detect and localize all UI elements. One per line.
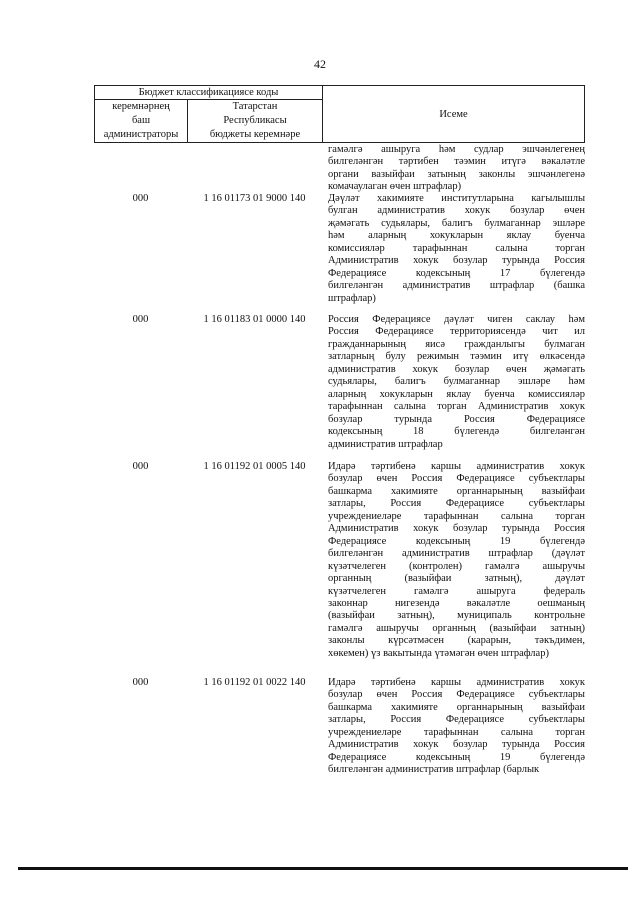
description-line: органның (вазыйфаи затның), дәүләт [328,573,585,585]
continuation-text [328,144,585,194]
description-line: булган административ хокук бозулар өчен [328,205,585,217]
description-line: аларның хокукларын яклау буенча комиссияләр [328,388,585,400]
header-line: администраторы [103,129,179,140]
description-line: затлары, Россия Федерациясе субъектлары [328,714,585,726]
description-line: Административ хокук бозулар турында Россия [328,255,585,267]
description-line: Россия Федерациясе дәүләт чиген саклау һәм [328,314,585,325]
name-header: Исеме [439,109,468,120]
revenue-description [328,677,585,777]
budget-code: 1 16 01192 01 0022 140 [203,677,306,688]
description-line: бозулар турында Россия Федерациясе [328,413,585,425]
description-line: Федерациясе кодексының 19 бүлегендә [328,751,585,763]
description-line: законлы күрсәтмәсен (карарын, тәкъдимен, [328,635,585,647]
description-line: учреждениеләре тарафыннан салына торган [328,510,585,522]
header-line: бюджеты керемнәре [209,129,301,140]
admin-code: 000 [132,677,149,688]
description-line: судьялары, балигъ булмаганнар эшләре һәм [328,376,585,388]
description-line: хөкемен) үз вакытында үтәмәгән өчен штрафлар) [328,647,549,659]
description-line: Федерациясе кодексының 19 бүлегендә [328,535,585,547]
description-line: күзәтчелеген гамәлгә ашыруга федераль [328,585,585,597]
description-line: (вазыйфаи затның), муниципаль контрольне [328,610,585,622]
description-line: билгеләнгән административ штрафлар (барлык [328,764,540,776]
revenue-description [328,193,585,305]
description-line: органи вазыйфаи затының законлы эшчәнлегенә [328,168,585,180]
description-line: Идарә тәртибенә каршы административ хокук [328,677,585,688]
budget-code: 1 16 01173 01 9000 140 [203,193,306,204]
description-line: күзәтчелеген (контролен) гамәлгә ашыручы [328,560,585,572]
description-line: билгеләнгән тәртибен тәэмин итүгә вәкаләтле [328,156,585,168]
revenue-description [328,461,585,660]
description-line: гамәлгә ашыруга һәм судлар эшчәнлегенең [328,144,585,155]
description-line: законнар нигезендә вәкаләтле оешманың [328,597,585,609]
revenue-description [328,314,585,451]
admin-code: 000 [132,193,149,204]
description-line: Дәүләт хакимияте институтларына кагылышлы [328,193,585,204]
description-line: билгеләнгән административ штрафлар (башка [328,280,585,292]
page-number: 42 [314,57,326,71]
header-line: Татарстан [232,101,278,112]
budget-revenue-header [188,100,323,143]
description-line: штрафлар) [328,292,376,304]
description-line: башкарма хакимияте органнарының вазыйфаи [328,701,585,713]
admin-code: 000 [132,314,149,325]
description-line: бозулар өчен Россия Федерациясе субъектлары [328,473,585,485]
description-line: административ хокук бозулар өчен җәмәгать [328,363,585,375]
header-line: баш [131,115,151,126]
description-line: кодексының 18 бүлегендә билгеләнгән [328,426,585,438]
description-line: административ штрафлар [328,438,443,450]
description-line: гамәлгә ашыручы органның (вазыйфаи затның) [328,622,585,634]
description-line: учреждениеләре тарафыннан салына торган [328,726,585,738]
description-line: бозулар өчен Россия Федерациясе субъектлары [328,689,585,701]
description-line: билгеләнгән административ штрафлар (дәүләт [328,548,585,560]
description-line: җәмәгать судьялары, балигъ булмаганнар эшләре [328,217,585,229]
budget-code: 1 16 01183 01 0000 140 [203,314,306,325]
budget-code: 1 16 01192 01 0005 140 [203,461,306,472]
table-header [94,85,585,143]
description-line: Административ хокук бозулар турында Россия [328,739,585,751]
description-line: затларның булу режимын тәэмин итү өлкәсендә [328,351,585,363]
description-line: һәм аларның хокукларын яклау буенча [328,230,585,242]
description-line: башкарма хакимияте органнарының вазыйфаи [328,485,585,497]
description-line: тарафыннан салына торган Административ хокук [328,401,585,413]
header-line: керемнәрнең [112,101,170,112]
header-line: Республикасы [223,115,287,126]
description-line: Административ хокук бозулар турында Россия [328,523,585,535]
budget-classification-header: Бюджет классификациясе коды [95,86,323,100]
description-line: комиссияләр тарафыннан салына торган [328,242,585,254]
page-bottom-rule [18,867,628,870]
admin-code: 000 [132,461,149,472]
description-line: гражданнарының яисә гражданлыгы булмаган [328,338,585,350]
description-line: комачаулаган өчен штрафлар) [328,181,462,193]
description-line: Федерациясе кодексының 17 бүлегендә [328,267,585,279]
chief-administrator-header [95,100,188,143]
description-line: Россия Федерациясе территориясендә чит ил [328,326,585,338]
description-line: затлары, Россия Федерациясе субъектлары [328,498,585,510]
description-line: Идарә тәртибенә каршы административ хокук [328,461,585,472]
